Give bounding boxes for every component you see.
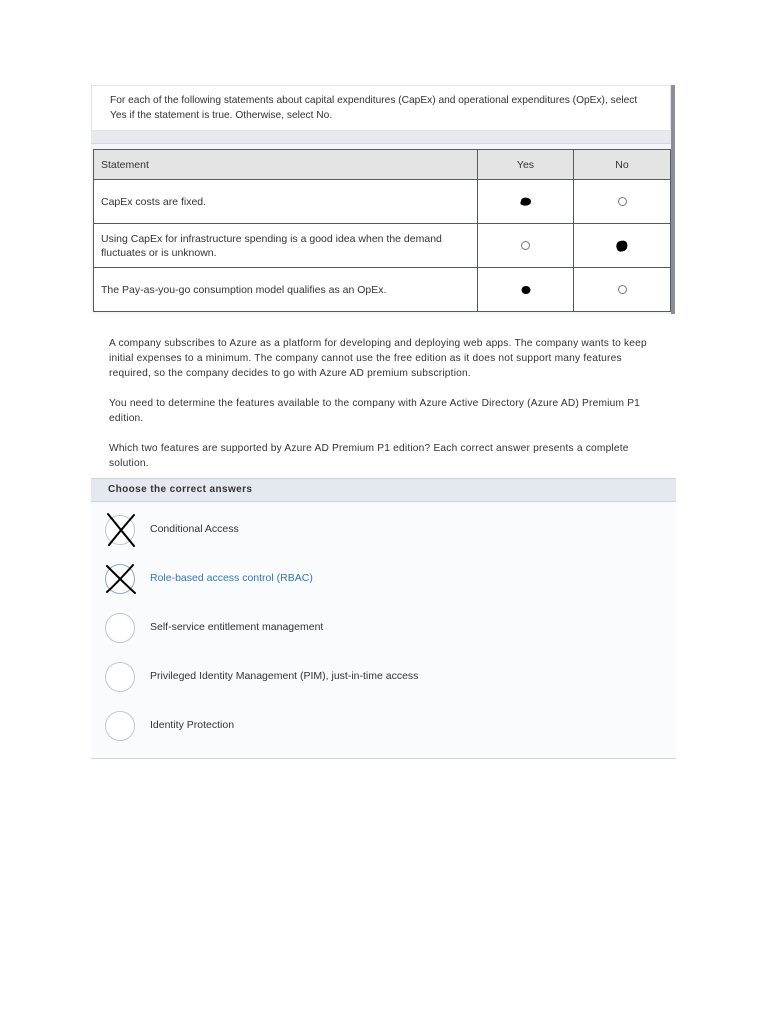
question-instructions: For each of the following statements about capital expenditures (CapEx) and operational expenditures (OpEx), select Yes if the statement is true. Otherwise, select No. [91,85,671,131]
header-statement: Statement [94,150,478,180]
filled-mark-icon [615,239,629,253]
cross-mark-icon [103,560,139,598]
answers-heading: Choose the correct answers [91,478,676,502]
radio-button[interactable] [521,241,530,250]
section-divider-strip [91,131,671,144]
no-radio-cell[interactable] [574,180,671,224]
option-radio[interactable] [105,613,135,643]
question-text [91,326,676,476]
filled-mark-icon [520,285,532,295]
table-row [94,268,671,312]
yes-radio-cell[interactable] [478,224,574,268]
header-no: No [574,150,671,180]
table-row [94,180,671,224]
option-label: Conditional Access [150,523,239,535]
yes-radio-cell[interactable] [478,268,574,312]
filled-mark-icon [519,196,533,208]
table-row [94,224,671,268]
table-header-row [94,150,671,180]
azure-ad-question [91,326,676,759]
statement-text: Using CapEx for infrastructure spending is a good idea when the demand fluctuates or is unknown. [94,224,478,268]
question-paragraph: You need to determine the features available to the company with Azure Active Directory (Azure AD) Premium P1 edition. [109,398,641,424]
yes-radio-cell[interactable] [478,180,574,224]
option-label: Role-based access control (RBAC) [150,572,313,584]
radio-button[interactable] [618,285,627,294]
statement-text: The Pay-as-you-go consumption model qualifies as an OpEx. [94,268,478,312]
statement-table [93,149,671,312]
option-radio[interactable] [105,711,135,741]
header-yes: Yes [478,150,574,180]
no-radio-cell[interactable] [574,268,671,312]
question-paragraph: Which two features are supported by Azure AD Premium P1 edition? Each correct answer presents a complete solution. [109,443,629,469]
radio-button[interactable] [618,197,627,206]
cross-mark-icon [103,511,139,549]
option-label: Identity Protection [150,719,235,731]
statement-text: CapEx costs are fixed. [94,180,478,224]
no-radio-cell[interactable] [574,224,671,268]
capex-opex-question [91,85,675,314]
option-radio[interactable] [105,662,135,692]
question-paragraph: A company subscribes to Azure as a platform for developing and deploying web apps. The company wants to keep initial expenses to a minimum. The company cannot use the free edition as it does not support many features required, so the company decides to go with Azure AD premium subscription. [109,338,647,379]
option-label: Self-service entitlement management [150,621,324,633]
option-label: Privileged Identity Management (PIM), just-in-time access [150,670,419,682]
